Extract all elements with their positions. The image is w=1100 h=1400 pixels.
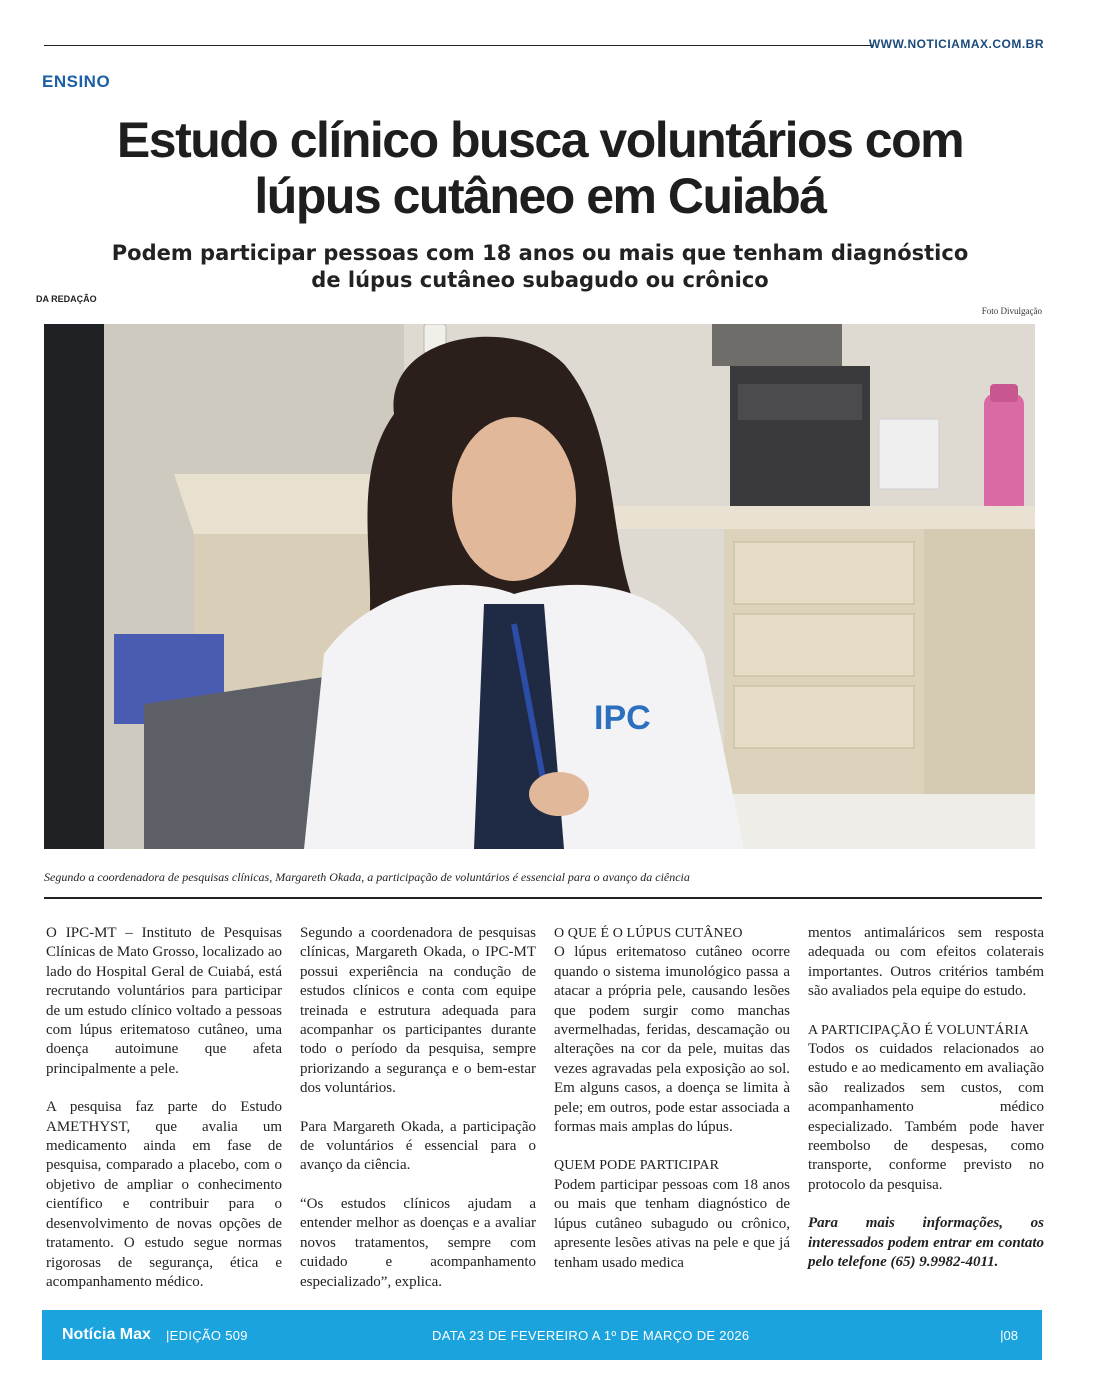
paragraph: O lúpus eritematoso cutâneo ocorre quando o sistema imunológico passa a atacar a própria pele, causando lesões que podem surgir como manchas avermelhadas, feridas, descamação ou alterações na cor da pele, muitas das vezes agravadas pela exposição ao sol. Em alguns casos, a doença se limita à pele; em outros, pode estar associada a formas mais amplas do lúpus.	[554, 944, 790, 1136]
paragraph: O IPC-MT – Instituto de Pesquisas Clínicas de Mato Grosso, localizado ao lado do Hospital Geral de Cuiabá, está recrutando voluntários para participar de um estudo clínico voltado a pessoas com lúpus eritematoso cutâneo, uma doença autoimune que afeta principalmente a pele.	[46, 925, 282, 1077]
paragraph: Podem participar pessoas com 18 anos ou mais que tenham diagnóstico de lúpus cutâneo subagudo ou crônico, apresente lesões ativas na pele e que já tenham usado medica	[554, 1176, 790, 1271]
footer-brand: Notícia Max	[62, 1326, 151, 1343]
photo-papers	[879, 419, 939, 489]
photo-bottle-cap	[990, 384, 1018, 402]
paragraph: Para Margareth Okada, a participação de voluntários é essencial para o avanço da ciência.	[300, 1118, 536, 1174]
paragraph: mentos antimaláricos sem resposta adequada ou com efeitos colaterais importantes. Outros critérios também são avaliados pela equipe do estudo.	[808, 925, 1044, 1000]
contact-info: Para mais informações, os interessados podem entrar em contato pelo telefone (65) 9.9982-4011.	[808, 1215, 1044, 1271]
column-2	[300, 924, 536, 1290]
photo-drawer-3	[734, 686, 914, 748]
photo-monitor	[44, 324, 104, 849]
headline	[40, 112, 1040, 224]
photo-caption: Segundo a coordenadora de pesquisas clínicas, Margareth Okada, a participação de voluntários é essencial para o avanço da ciência	[44, 870, 690, 884]
footer-edition: |EDIÇÃO 509	[166, 1328, 248, 1343]
footer-date: DATA 23 DE FEVEREIRO A 1º DE MARÇO DE 2026	[432, 1328, 750, 1343]
column-3	[554, 924, 790, 1284]
photo-illustration	[44, 324, 1035, 849]
headline-line-1: Estudo clínico busca voluntários com	[116, 112, 964, 168]
photo-hand	[529, 772, 589, 816]
photo-credit: Foto Divulgação	[981, 306, 1042, 316]
paragraph: Segundo a coordenadora de pesquisas clínicas, Margareth Okada, o IPC-MT possui experiência na condução de estudos clínicos e conta com equipe treinada e estrutura adequada para acompanhar os participantes durante todo o período da pesquisa, sempre priorizando a segurança e o bem-estar dos voluntários.	[300, 925, 536, 1097]
article-body	[46, 924, 1044, 1290]
photo-badge-text: IPC	[594, 699, 651, 737]
column-1	[46, 924, 282, 1290]
subsection-heading: QUEM PODE PARTICIPAR	[554, 1158, 720, 1174]
paragraph: “Os estudos clínicos ajudam a entender melhor as doenças e a avaliar novos tratamentos, sempre com cuidado e acompanhamento especializado”, explica.	[300, 1195, 536, 1290]
footer-page-number: |08	[1000, 1328, 1018, 1343]
photo-face	[452, 417, 576, 581]
paragraph: A pesquisa faz parte do Estudo AMETHYST, que avalia um medicamento ainda em fase de pesquisa, comparado a placebo, com o objetivo de ampliar o conhecimento científico e contribuir para o desenvolvimento de novas opções de tratamento. O estudo segue normas rigorosas de segurança, ética e acompanhamento médico.	[46, 1099, 282, 1290]
page-footer	[42, 1310, 1042, 1360]
headline-line-2: lúpus cutâneo em Cuiabá	[254, 168, 826, 224]
photo-drawer-2	[734, 614, 914, 676]
paragraph: Todos os cuidados relacionados ao estudo e ao medicamento em avaliação são realizados sem custos, com acompanhamento médico especializado. Também pode haver reembolso de despesas, como transporte, conforme previsto no protocolo da pesquisa.	[808, 1041, 1044, 1193]
article-photo	[44, 324, 1035, 849]
photo-drawer-1	[734, 542, 914, 604]
subheadline-line-1: Podem participar pessoas com 18 anos ou mais que tenham diagnóstico	[111, 241, 969, 265]
section-tag: ENSINO	[42, 72, 111, 91]
subsection-heading: O QUE É O LÚPUS CUTÂNEO	[554, 926, 743, 941]
site-url[interactable]: WWW.NOTICIAMAX.COM.BR	[868, 37, 1044, 51]
photo-bottle	[984, 394, 1024, 514]
byline: DA REDAÇÃO	[36, 294, 97, 304]
photo-desk-top	[564, 506, 1035, 529]
subsection-heading: A PARTICIPAÇÃO É VOLUNTÁRIA	[808, 1022, 1030, 1038]
top-rule	[44, 45, 874, 46]
photo-printer-top	[712, 324, 842, 366]
photo-printer-panel	[738, 384, 862, 420]
caption-rule	[44, 897, 1042, 899]
subheadline-line-2: de lúpus cutâneo subagudo ou crônico	[311, 268, 769, 292]
column-4	[808, 924, 1044, 1284]
subheadline	[40, 240, 1040, 294]
